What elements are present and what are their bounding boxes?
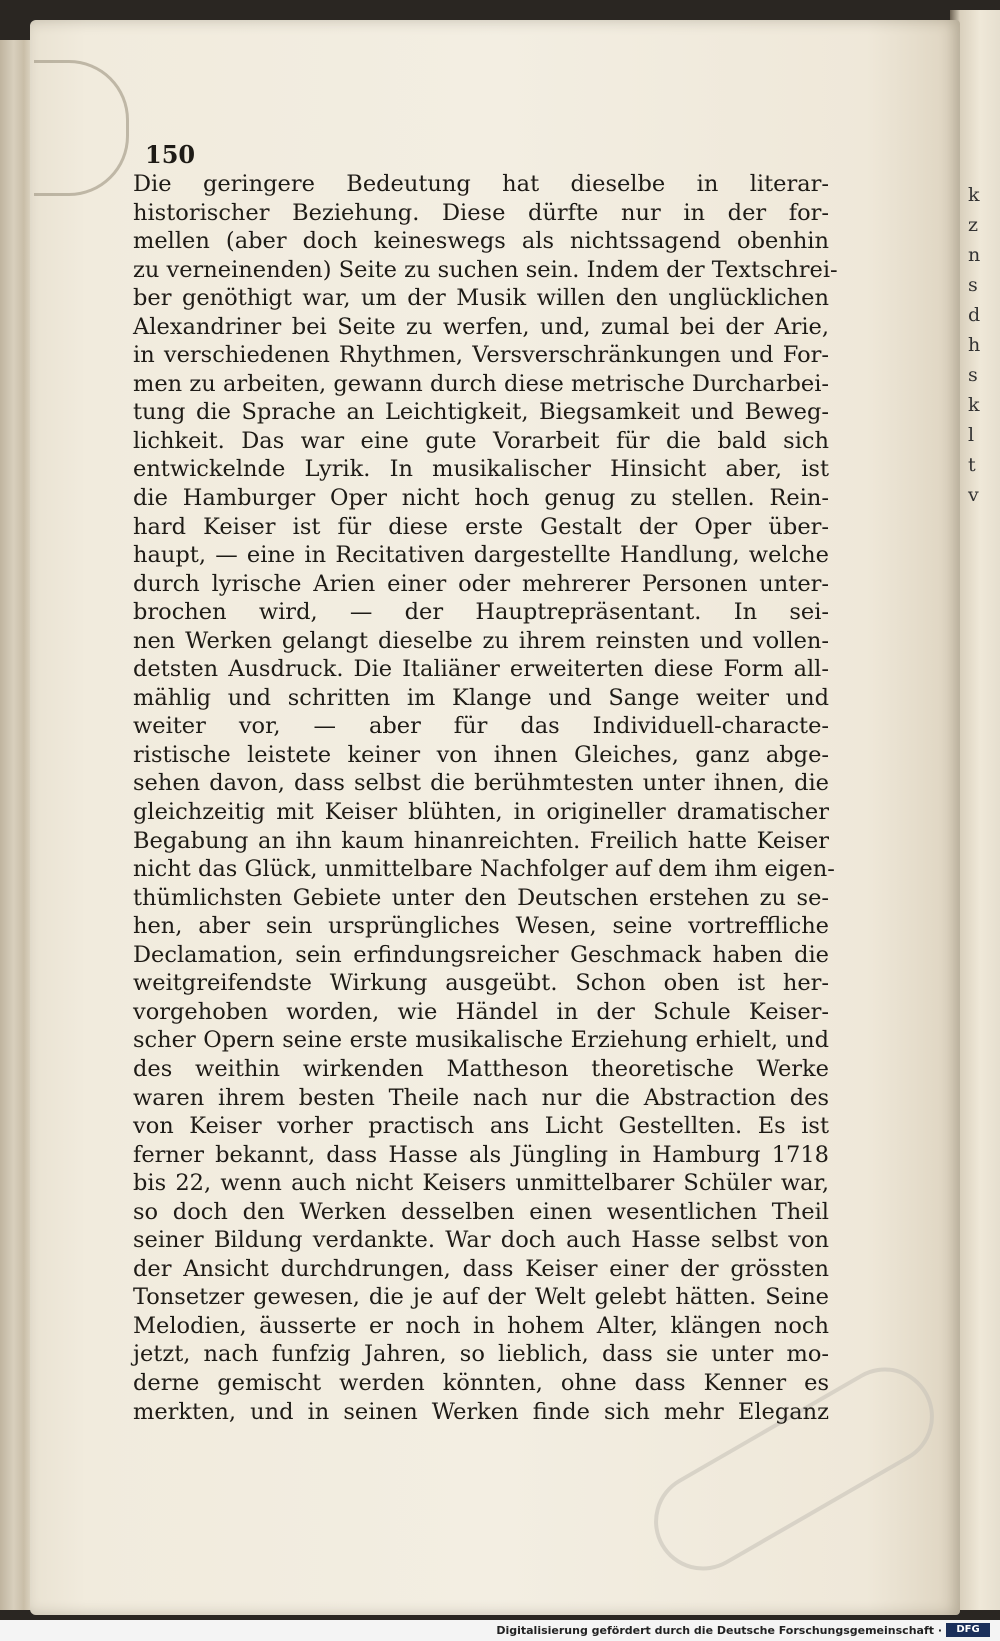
text-line: Begabung an ihn kaum hinanreichten. Freilich hatte Keiser — [133, 827, 829, 854]
text-line: thümlichsten Gebiete unter den Deutschen erstehen zu se- — [133, 884, 829, 911]
facing-page-letter: k — [968, 184, 980, 206]
facing-page-letter: z — [968, 214, 979, 236]
text-line: der Ansicht durchdrungen, dass Keiser einer der grössten — [133, 1255, 829, 1282]
text-line: bis 22, wenn auch nicht Keisers unmittelbarer Schüler war, — [133, 1170, 829, 1197]
text-line: derne gemischt werden könnten, ohne dass Kenner es — [133, 1369, 829, 1396]
text-line: hard Keiser ist für diese erste Gestalt der Oper über- — [133, 513, 829, 540]
text-line: durch lyrische Arien einer oder mehrerer Personen unter- — [133, 570, 829, 597]
facing-page-letter: d — [968, 304, 981, 326]
text-line: brochen wird, — der Hauptrepräsentant. In sei- — [133, 599, 829, 626]
text-line: Alexandriner bei Seite zu werfen, und, zumal bei der Arie, — [133, 313, 829, 340]
text-line: waren ihrem besten Theile nach nur die Abstraction des — [133, 1084, 829, 1111]
text-line: tung die Sprache an Leichtigkeit, Biegsamkeit und Beweg- — [133, 399, 829, 426]
text-line: die Hamburger Oper nicht hoch genug zu stellen. Rein- — [133, 485, 829, 512]
text-line: des weithin wirkenden Mattheson theoretische Werke — [133, 1055, 829, 1082]
facing-page-letters — [968, 180, 988, 510]
text-line: gleichzeitig mit Keiser blühten, in origineller dramatischer — [133, 799, 829, 826]
text-line: weiter vor, — aber für das Individuell-characte- — [133, 713, 829, 740]
facing-page-letter: h — [968, 334, 981, 356]
body-text — [133, 170, 838, 1426]
text-line: vorgehoben worden, wie Händel in der Schule Keiser- — [133, 998, 829, 1025]
text-line: jetzt, nach funfzig Jahren, so lieblich, dass sie unter mo- — [133, 1341, 829, 1368]
text-line: Die geringere Bedeutung hat dieselbe in literar- — [133, 171, 829, 197]
text-line: nen Werken gelangt dieselbe zu ihrem reinsten und vollen- — [133, 627, 829, 654]
text-line: haupt, — eine in Recitativen dargestellte Handlung, welche — [133, 542, 829, 569]
text-line: entwickelnde Lyrik. In musikalischer Hinsicht aber, ist — [133, 456, 829, 483]
text-line: weitgreifendste Wirkung ausgeübt. Schon oben ist her- — [133, 970, 829, 997]
text-line: mellen (aber doch keineswegs als nichtssagend obenhin — [133, 228, 829, 255]
text-line: scher Opern seine erste musikalische Erziehung erhielt, und — [133, 1027, 829, 1054]
text-line: in verschiedenen Rhythmen, Versverschränkungen und For- — [133, 342, 829, 369]
text-line: mählig und schritten im Klange und Sange weiter und — [133, 684, 829, 711]
text-line: seiner Bildung verdankte. War doch auch Hasse selbst von — [133, 1227, 829, 1254]
text-line: hen, aber sein ursprüngliches Wesen, seine vortreffliche — [133, 913, 829, 940]
text-line: ferner bekannt, dass Hasse als Jüngling in Hamburg 1718 — [133, 1141, 829, 1168]
facing-page-letter: t — [968, 454, 976, 476]
text-line: ber genöthigt war, um der Musik willen den unglücklichen — [133, 285, 829, 312]
funding-notice: Digitalisierung gefördert durch die Deutsche Forschungsgemeinschaft · — [496, 1624, 942, 1637]
dfg-logo: DFG — [946, 1623, 990, 1637]
text-line: nicht das Glück, unmittelbare Nachfolger auf dem ihm eigen- — [133, 856, 835, 883]
text-line: zu verneinenden) Seite zu suchen sein. Indem der Textschrei- — [133, 256, 838, 283]
facing-page-letter: n — [968, 244, 981, 266]
text-line: men zu arbeiten, gewann durch diese metrische Durcharbei- — [133, 370, 829, 397]
text-line: ristische leistete keiner von ihnen Gleiches, ganz abge- — [133, 741, 829, 768]
text-line: so doch den Werken desselben einen wesentlichen Theil — [133, 1198, 829, 1225]
text-line: detsten Ausdruck. Die Italiäner erweiterten diese Form all- — [133, 656, 829, 683]
text-line: historischer Beziehung. Diese dürfte nur in der for- — [133, 199, 829, 226]
text-line: Tonsetzer gewesen, die je auf der Welt gelebt hätten. Seine — [133, 1284, 829, 1311]
text-line: lichkeit. Das war eine gute Vorarbeit für die bald sich — [133, 427, 829, 454]
page-number: 150 — [145, 140, 196, 169]
facing-page-letter: l — [968, 424, 975, 446]
text-line: von Keiser vorher practisch ans Licht Gestellten. Es ist — [133, 1113, 829, 1140]
facing-page-letter: s — [968, 274, 978, 296]
page-stack-edge — [0, 40, 34, 1610]
facing-page-letter: k — [968, 394, 980, 416]
text-line: Declamation, sein erfindungsreicher Geschmack haben die — [133, 941, 829, 968]
text-line: Melodien, äusserte er noch in hohem Alter, klängen noch — [133, 1312, 829, 1339]
text-line: merkten, und in seinen Werken finde sich mehr Eleganz — [133, 1398, 829, 1425]
facing-page-letter: v — [968, 484, 979, 506]
text-line: sehen davon, dass selbst die berühmtesten unter ihnen, die — [133, 770, 829, 797]
facing-page-letter: s — [968, 364, 978, 386]
